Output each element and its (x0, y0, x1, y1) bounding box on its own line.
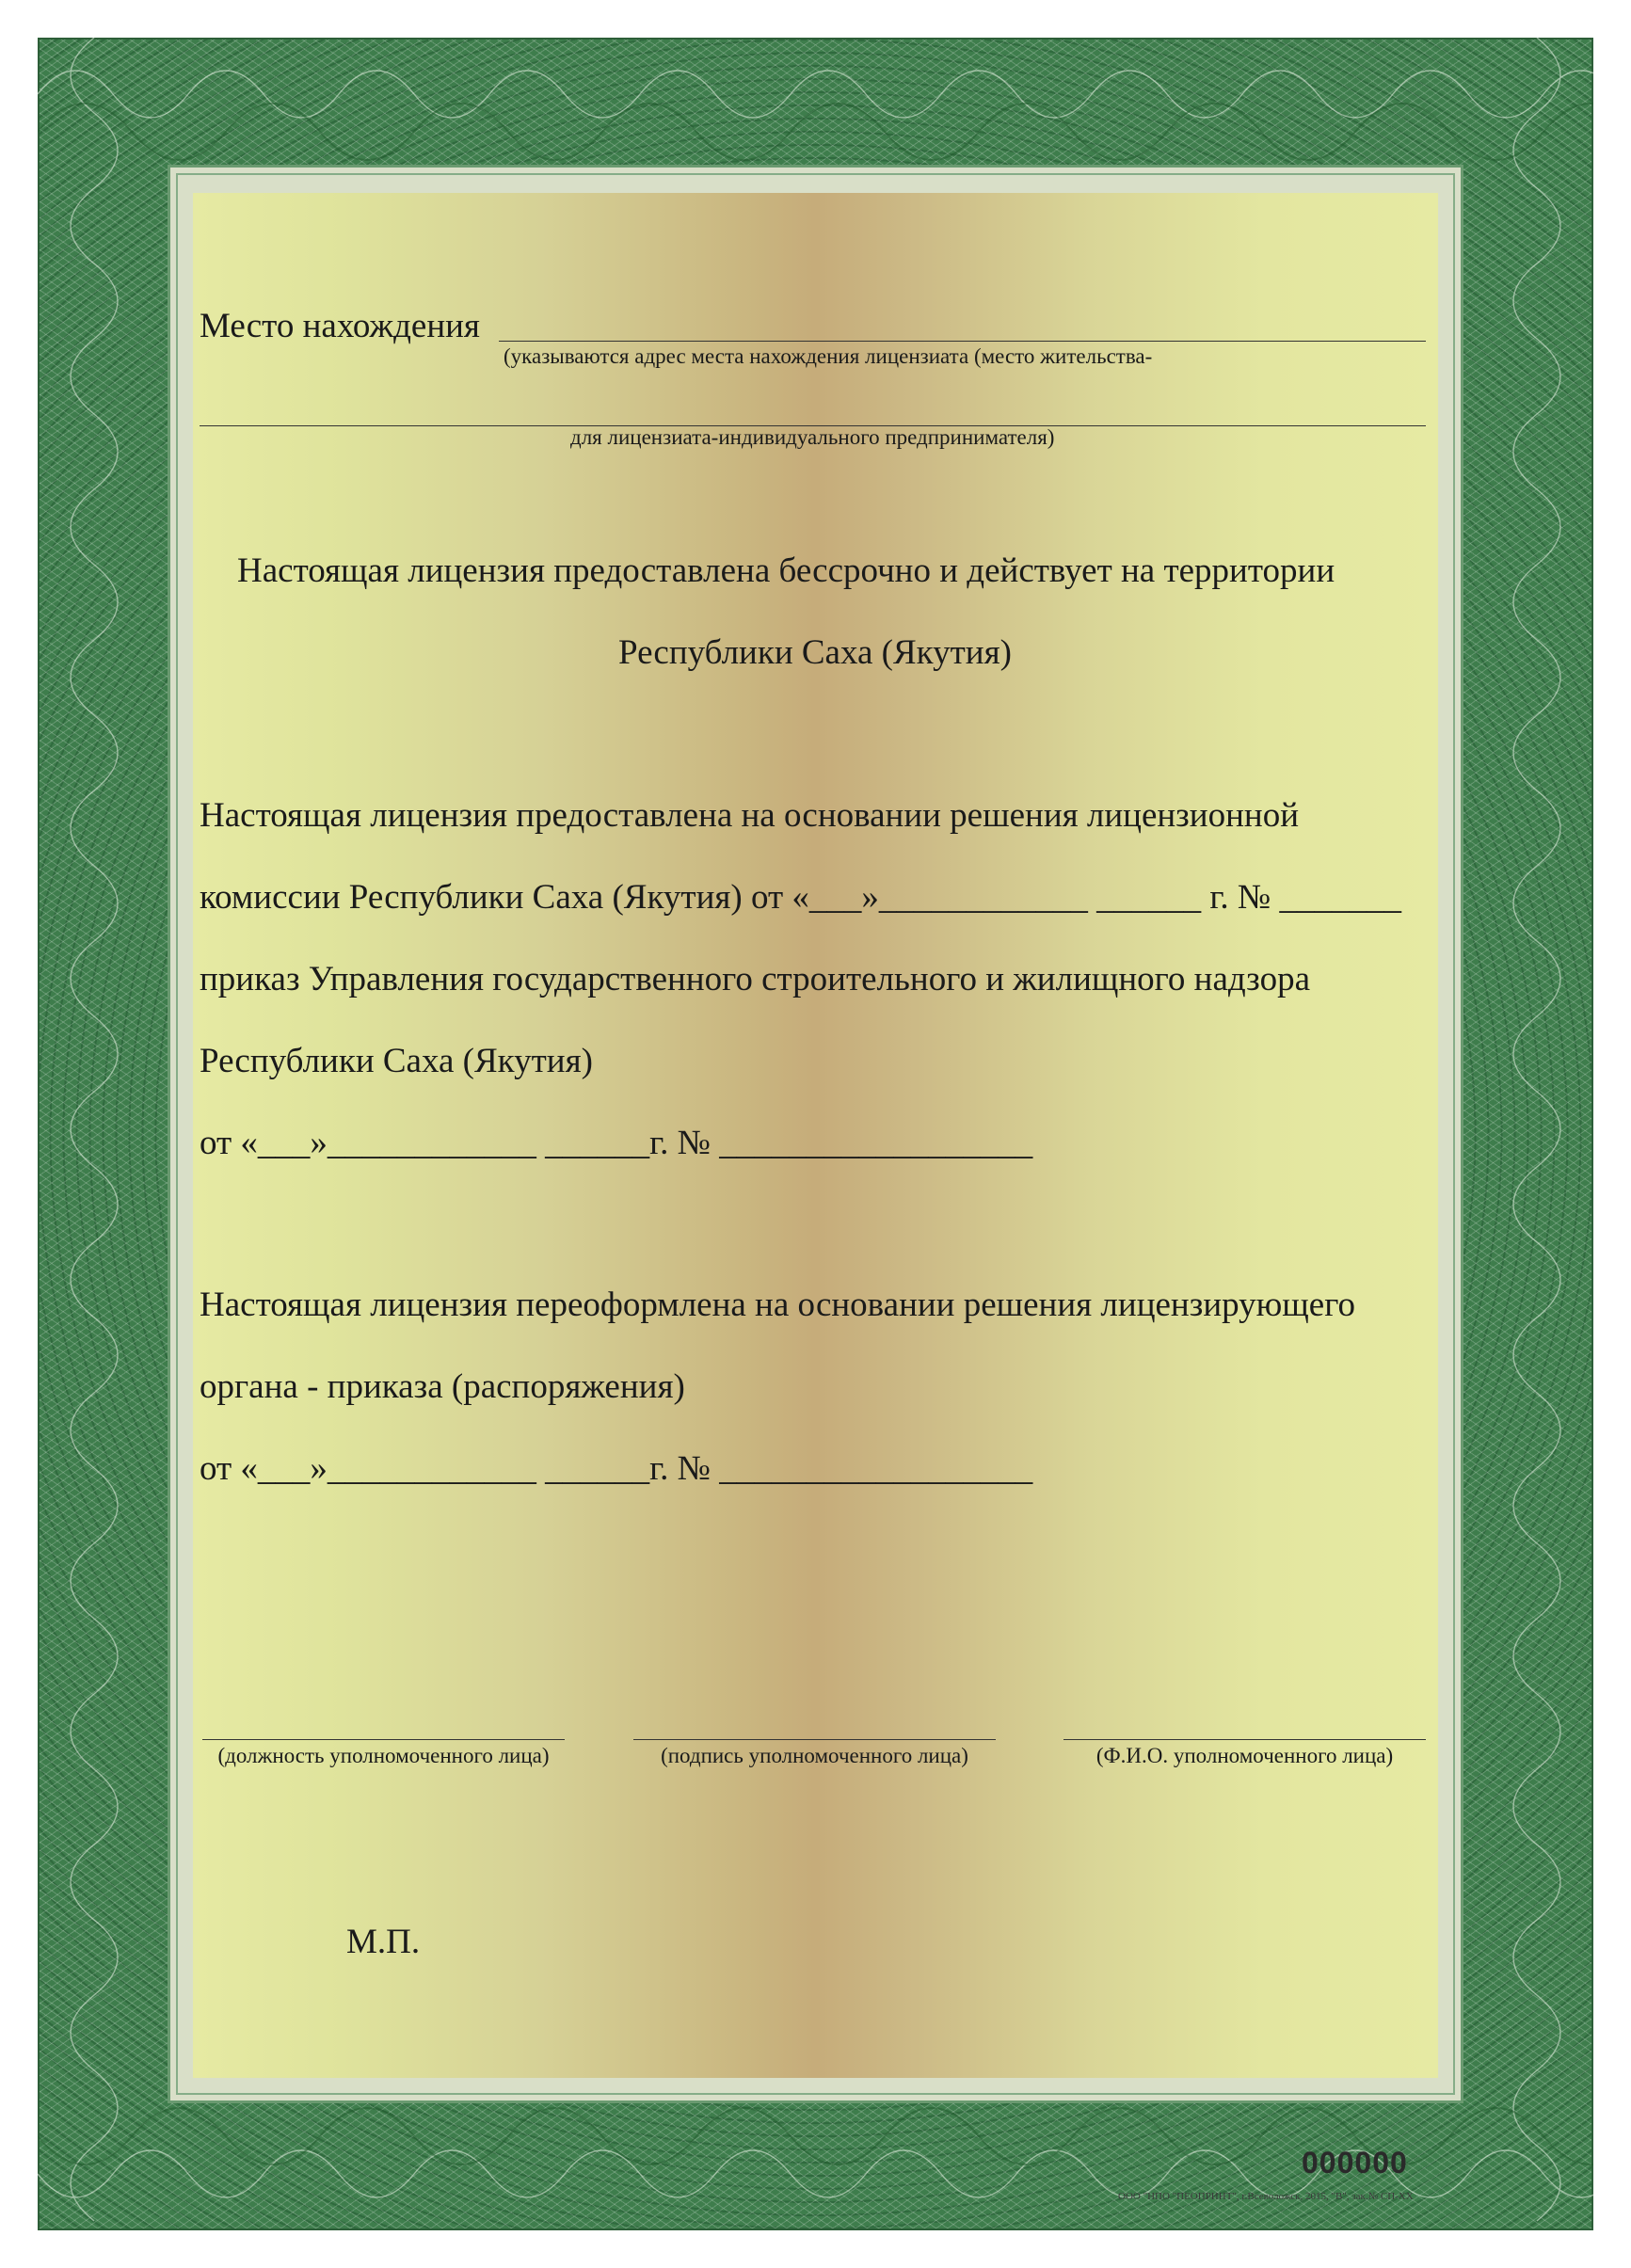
location-underline-1 (499, 341, 1426, 342)
signature-caption-name: (Ф.И.О. уполномоченного лица) (1095, 1744, 1394, 1767)
signature-line-signature (633, 1739, 996, 1740)
validity-line-1: Настоящая лицензия предоставлена бессрочно и действует на территории (237, 551, 1335, 590)
reissue-line-2: органа - приказа (распоряжения) (200, 1367, 685, 1406)
stamp-placeholder: М.П. (346, 1923, 421, 1961)
location-label: Место нахождения (200, 307, 480, 345)
signature-caption-signature: (подпись уполномоченного лица) (661, 1744, 968, 1767)
printer-note: ООО "НПО "ПЕОПРИНТ", г.Всеволожск, 2015, "В", зак.№ СП-XX (1118, 2191, 1414, 2202)
reissue-line-1: Настоящая лицензия переоформлена на основании решения лицензирующего (200, 1286, 1355, 1324)
basis-line-2: комиссии Республики Саха (Якутия) от «___»____________ ______ г. № _______ (200, 878, 1401, 917)
reissue-line-3: от «___»____________ ______г. № __________________ (200, 1449, 1033, 1488)
signature-caption-position: (должность уполномоченного лица) (217, 1744, 550, 1767)
basis-line-4: Республики Саха (Якутия) (200, 1042, 593, 1080)
basis-line-1: Настоящая лицензия предоставлена на основании решения лицензионной (200, 796, 1299, 835)
validity-line-2: Республики Саха (Якутия) (618, 633, 1012, 672)
signature-line-name (1063, 1739, 1426, 1740)
basis-line-3: приказ Управления государственного строительного и жилищного надзора (200, 960, 1310, 998)
serial-number: 000000 (1302, 2146, 1408, 2180)
signature-line-position (202, 1739, 565, 1740)
location-hint-1: (указываются адрес места нахождения лицензиата (место жительства- (504, 344, 1153, 368)
basis-line-5: от «___»____________ ______г. № __________________ (200, 1124, 1033, 1162)
location-hint-2: для лицензиата-индивидуального предпринимателя) (570, 425, 1055, 449)
